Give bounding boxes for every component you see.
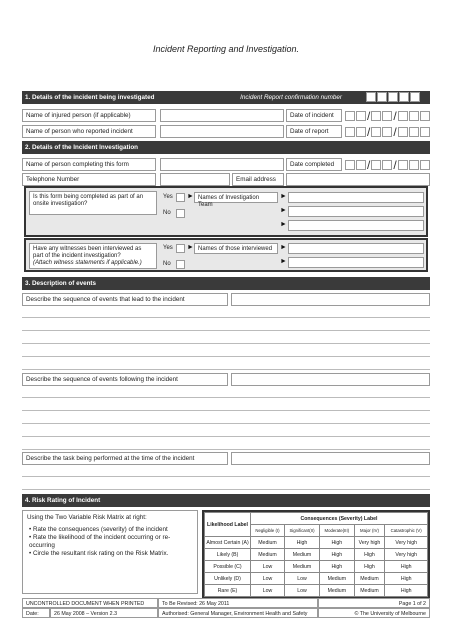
arrow-right-icon: ► <box>280 207 287 214</box>
likelihood-label: Unlikely (D) <box>205 573 251 585</box>
team-name-field[interactable] <box>288 192 424 203</box>
date-of-report-label: Date of report <box>286 125 342 138</box>
email-label: Email address <box>232 173 284 186</box>
section-4-header <box>22 494 430 507</box>
arrow-right-icon: ► <box>280 258 287 265</box>
risk-cell[interactable]: Medium <box>320 585 355 597</box>
date-of-incident-field[interactable]: / / <box>345 110 431 122</box>
risk-cell[interactable]: Very high <box>385 537 428 549</box>
matrix-row <box>205 561 428 573</box>
likelihood-header: Likelihood Label <box>205 513 251 537</box>
witnesses-question-text: Have any witnesses been interviewed as part of the incident investigation? <box>33 246 142 259</box>
risk-cell[interactable]: Medium <box>284 549 319 561</box>
no-checkbox[interactable] <box>176 260 185 269</box>
footer-page: Page 1 of 2 <box>318 598 430 608</box>
section-3-title: 3. Description of events <box>25 280 97 287</box>
team-name-field[interactable] <box>288 206 424 217</box>
team-name-field[interactable] <box>288 220 424 231</box>
digit-box[interactable] <box>388 92 398 102</box>
matrix-row <box>205 573 428 585</box>
risk-instructions <box>22 510 198 594</box>
risk-cell[interactable]: Low <box>251 561 285 573</box>
matrix-row <box>205 549 428 561</box>
no-label: No <box>163 261 171 267</box>
investigation-team-label: Names of Investigation Team <box>194 192 278 203</box>
telephone-label: Telephone Number <box>22 173 156 186</box>
risk-cell[interactable]: Medium <box>284 561 319 573</box>
footer-copyright: © The University of Melbourne <box>318 608 430 618</box>
risk-cell[interactable]: Medium <box>251 549 285 561</box>
risk-cell[interactable]: Low <box>251 573 285 585</box>
date-of-report-field[interactable]: / / <box>345 126 431 138</box>
likelihood-label: Rare (E) <box>205 585 251 597</box>
risk-cell[interactable]: High <box>354 549 385 561</box>
task-label: Describe the task being performed at the time of the incident <box>22 452 228 465</box>
page-title: Incident Reporting and Investigation. <box>152 44 300 54</box>
injured-person-field[interactable] <box>160 109 284 122</box>
risk-cell[interactable]: Medium <box>354 573 385 585</box>
footer-date-value: 26 May 2008 – Version 2.3 <box>50 608 158 618</box>
footer-revised: To Be Revised: 26 May 2011 <box>158 598 318 608</box>
witnesses-note: (Attach witness statements if applicable.) <box>33 260 142 266</box>
risk-matrix-table <box>204 512 428 597</box>
risk-cell[interactable]: High <box>385 585 428 597</box>
events-lead-lines[interactable] <box>22 306 430 370</box>
digit-box[interactable] <box>377 92 387 102</box>
date-completed-field[interactable]: / / <box>345 159 431 171</box>
yes-label: Yes <box>163 245 173 251</box>
section-4-title: 4. Risk Rating of Incident <box>25 497 101 504</box>
confirmation-number-label: Incident Report confirmation number <box>240 94 342 101</box>
arrow-right-icon: ► <box>280 193 287 200</box>
digit-box[interactable] <box>410 92 420 102</box>
no-checkbox[interactable] <box>176 209 185 218</box>
risk-cell[interactable]: Low <box>251 585 285 597</box>
likelihood-label: Possible (C) <box>205 561 251 573</box>
witnesses-group <box>24 238 428 272</box>
yes-label: Yes <box>163 194 173 200</box>
arrow-right-icon: ► <box>280 244 287 251</box>
risk-cell[interactable]: High <box>320 561 355 573</box>
matrix-row <box>205 585 428 597</box>
risk-tip: • Circle the resultant risk rating on the Risk Matrix. <box>29 550 183 558</box>
risk-tip: • Rate the likelihood of the incident occurring or re-occurring <box>29 534 183 550</box>
risk-cell[interactable]: High <box>284 537 319 549</box>
risk-tips <box>23 526 183 558</box>
footer-date-label: Date: <box>22 608 50 618</box>
onsite-question: Is this form being completed as part of an onsite investigation? <box>29 191 157 215</box>
yes-checkbox[interactable] <box>176 244 185 253</box>
risk-cell[interactable]: High <box>354 561 385 573</box>
risk-cell[interactable]: Low <box>284 585 319 597</box>
email-field[interactable] <box>286 173 430 186</box>
consequence-col: Significant(II) <box>284 525 319 537</box>
events-lead-field[interactable] <box>231 293 430 306</box>
risk-cell[interactable]: High <box>385 561 428 573</box>
matrix-row <box>205 537 428 549</box>
section-2-header <box>22 141 430 154</box>
arrow-right-icon: ► <box>280 221 287 228</box>
risk-matrix <box>202 510 430 599</box>
section-1-title: 1. Details of the incident being investigated <box>25 94 155 101</box>
risk-cell[interactable]: Very high <box>385 549 428 561</box>
injured-person-label: Name of injured person (if applicable) <box>22 109 156 122</box>
risk-cell[interactable]: Medium <box>251 537 285 549</box>
consequence-col: Negligible (I) <box>251 525 285 537</box>
arrow-right-icon: ► <box>187 244 194 251</box>
reporter-label: Name of person who reported incident <box>22 125 156 138</box>
section-3-header <box>22 277 430 290</box>
risk-cell[interactable]: High <box>385 573 428 585</box>
consequence-col: Major (IV) <box>354 525 385 537</box>
risk-cell[interactable]: Medium <box>320 573 355 585</box>
completing-person-field[interactable] <box>160 158 284 171</box>
footer-authorised: Authorised: General Manager, Environment Health and Safety <box>158 608 318 618</box>
consequence-col: Catastrophic (V) <box>385 525 428 537</box>
telephone-field[interactable] <box>160 173 230 186</box>
risk-intro: Using the Two Variable Risk Matrix at right: <box>27 514 147 521</box>
interviewed-name-field[interactable] <box>288 243 424 254</box>
task-field[interactable] <box>231 452 430 465</box>
completing-person-label: Name of person completing this form <box>22 158 156 171</box>
digit-box[interactable] <box>399 92 409 102</box>
risk-tip: • Rate the consequences (severity) of the incident <box>29 526 183 534</box>
events-following-label: Describe the sequence of events following the incident <box>22 373 228 386</box>
likelihood-label: Likely (B) <box>205 549 251 561</box>
events-lead-label: Describe the sequence of events that lead to the incident <box>22 293 228 306</box>
events-following-field[interactable] <box>231 373 430 386</box>
risk-cell[interactable]: Medium <box>354 585 385 597</box>
interviewed-name-field[interactable] <box>288 257 424 268</box>
yes-checkbox[interactable] <box>176 193 185 202</box>
arrow-right-icon: ► <box>187 193 194 200</box>
digit-box[interactable] <box>366 92 376 102</box>
task-lines[interactable] <box>22 465 430 493</box>
witnesses-question <box>29 243 157 269</box>
section-2-title: 2. Details of the Incident Investigation <box>25 144 139 151</box>
consequence-header: Consequences (Severity) Label <box>251 513 428 525</box>
risk-cell[interactable]: Low <box>284 573 319 585</box>
date-completed-label: Date completed <box>286 158 342 171</box>
interviewed-names-label: Names of those interviewed <box>194 243 278 254</box>
footer-uncontrolled: UNCONTROLLED DOCUMENT WHEN PRINTED <box>22 598 158 608</box>
reporter-field[interactable] <box>160 125 284 138</box>
risk-cell[interactable]: Very high <box>354 537 385 549</box>
risk-cell[interactable]: High <box>320 549 355 561</box>
consequence-col: Moderate(III) <box>320 525 355 537</box>
onsite-investigation-group <box>24 186 428 237</box>
no-label: No <box>163 210 171 216</box>
likelihood-label: Almost Certain (A) <box>205 537 251 549</box>
risk-cell[interactable]: High <box>320 537 355 549</box>
date-of-incident-label: Date of incident <box>286 109 342 122</box>
events-following-lines[interactable] <box>22 386 430 450</box>
confirmation-number-boxes[interactable] <box>366 92 428 103</box>
